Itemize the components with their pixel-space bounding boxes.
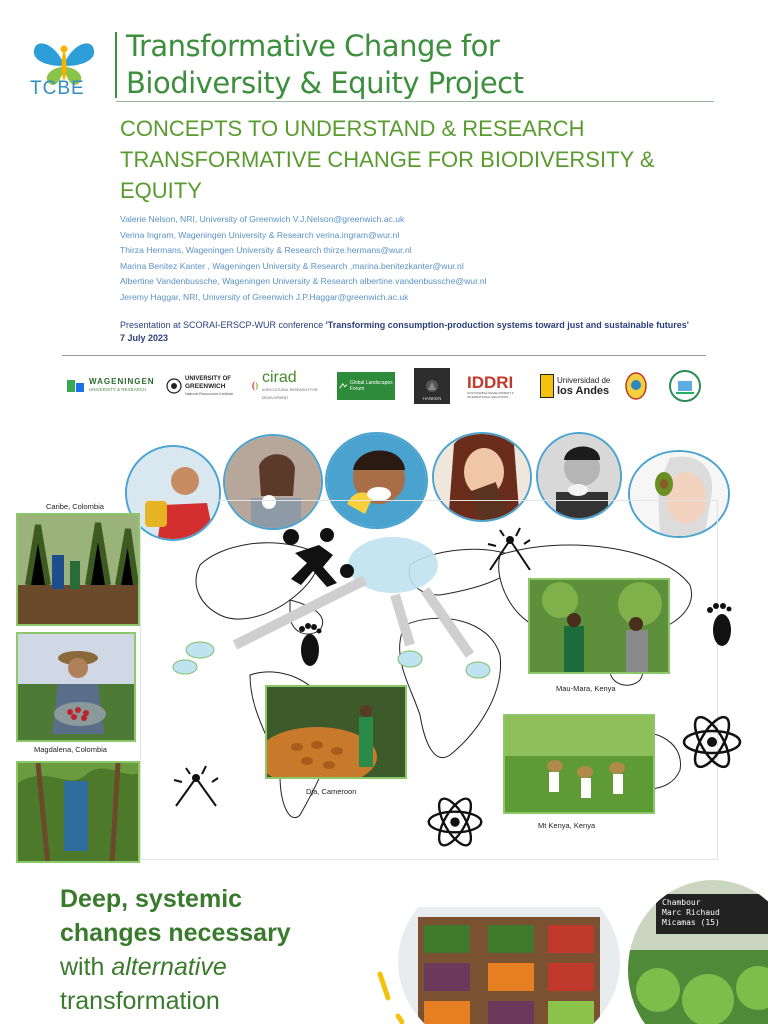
footprint-icon — [290, 620, 330, 670]
key-message: Deep, systemic changes necessary with alternative transformation — [60, 885, 291, 1015]
atom-icon — [425, 792, 485, 852]
partners-rule — [62, 355, 706, 356]
partner-logos — [62, 366, 712, 410]
author-list — [120, 212, 680, 306]
caption-magdalena: Magdalena, Colombia — [34, 745, 107, 754]
photo-caribe-colombia — [16, 513, 140, 626]
cirad-logo: cirad AGRICULTURAL RESEARCH FOR DEVELOPMENT — [250, 366, 322, 406]
caption-mau-mara: Mau-Mara, Kenya — [556, 684, 616, 693]
caption-mt-kenya: Mt Kenya, Kenya — [538, 821, 596, 830]
atom-icon — [680, 710, 744, 774]
author-line: Verina Ingram, Wageningen University & Research verina.ingram@wur.nl — [120, 229, 400, 240]
photo-banana-plantation — [16, 761, 140, 863]
project-title: Transformative Change for Biodiversity & Equity Project — [126, 29, 524, 100]
market-stall-photo — [398, 867, 620, 1024]
footprint-icon — [700, 600, 740, 650]
greenwich-logo: UNIVERSITY OF GREENWICH Natural Resources Institute — [166, 366, 238, 406]
market-sign-photo — [628, 880, 768, 1024]
author-line: Valerie Nelson, NRI, University of Greenwich V.J.Nelson@greenwich.ac.uk — [120, 214, 405, 224]
photo-mt-kenya — [503, 714, 655, 814]
market-sign-text: Chambour Marc Richaud Micamas (15) — [662, 898, 720, 927]
caption-caribe: Caribe, Colombia — [46, 502, 104, 511]
author-line: Thirza Hermans, Wageningen University & Research thirze.hermans@wur.nl — [120, 245, 412, 256]
header-divider — [115, 32, 117, 98]
hanken-logo: HANKEN — [414, 366, 452, 406]
photo-mau-mara-kenya — [528, 578, 670, 674]
los-andes-logo: Universidad de los Andes — [540, 366, 616, 406]
university-crest-logo — [624, 366, 652, 406]
photo-dja-cameroon — [265, 685, 407, 779]
glf-logo: Global Landscapes Forum — [337, 366, 397, 406]
celebration-icon — [480, 520, 540, 580]
kenyan-university-logo — [668, 366, 708, 406]
author-line: Albertine Vandenbussche, Wageningen University & Research albertine.vandenbussche@wur.nl — [120, 276, 487, 287]
author-line: Jeremy Haggar, NRI, University of Greenwich J.P.Haggar@greenwich.ac.uk — [120, 291, 409, 302]
wageningen-logo: WAGENINGEN UNIVERSITY & RESEARCH — [66, 366, 156, 406]
photo-magdalena-colombia — [16, 632, 136, 742]
author-line: Marina Benitez Kanter , Wageningen University & Research ,marina.benitezkanter@wur.nl — [120, 260, 464, 271]
presentation-title: CONCEPTS TO UNDERSTAND & RESEARCH TRANSFORMATIVE CHANGE FOR BIODIVERSITY & EQUITY — [120, 116, 655, 203]
running-person-icon — [275, 523, 355, 593]
celebration-icon — [168, 760, 228, 815]
caption-dja: Dja, Cameroon — [306, 787, 357, 796]
iddri-logo: IDDRI SUSTAINABLE DEVELOPMENT & INTERNATIONAL RELATIONS — [467, 372, 514, 399]
conference-note: Presentation at SCORAI-ERSCP-WUR conference 'Transforming consumption-production systems toward just and sustainable futures' 7 July 2023 — [120, 320, 689, 343]
logo-wordmark: TCBE — [30, 78, 85, 99]
header-rule — [116, 101, 714, 102]
